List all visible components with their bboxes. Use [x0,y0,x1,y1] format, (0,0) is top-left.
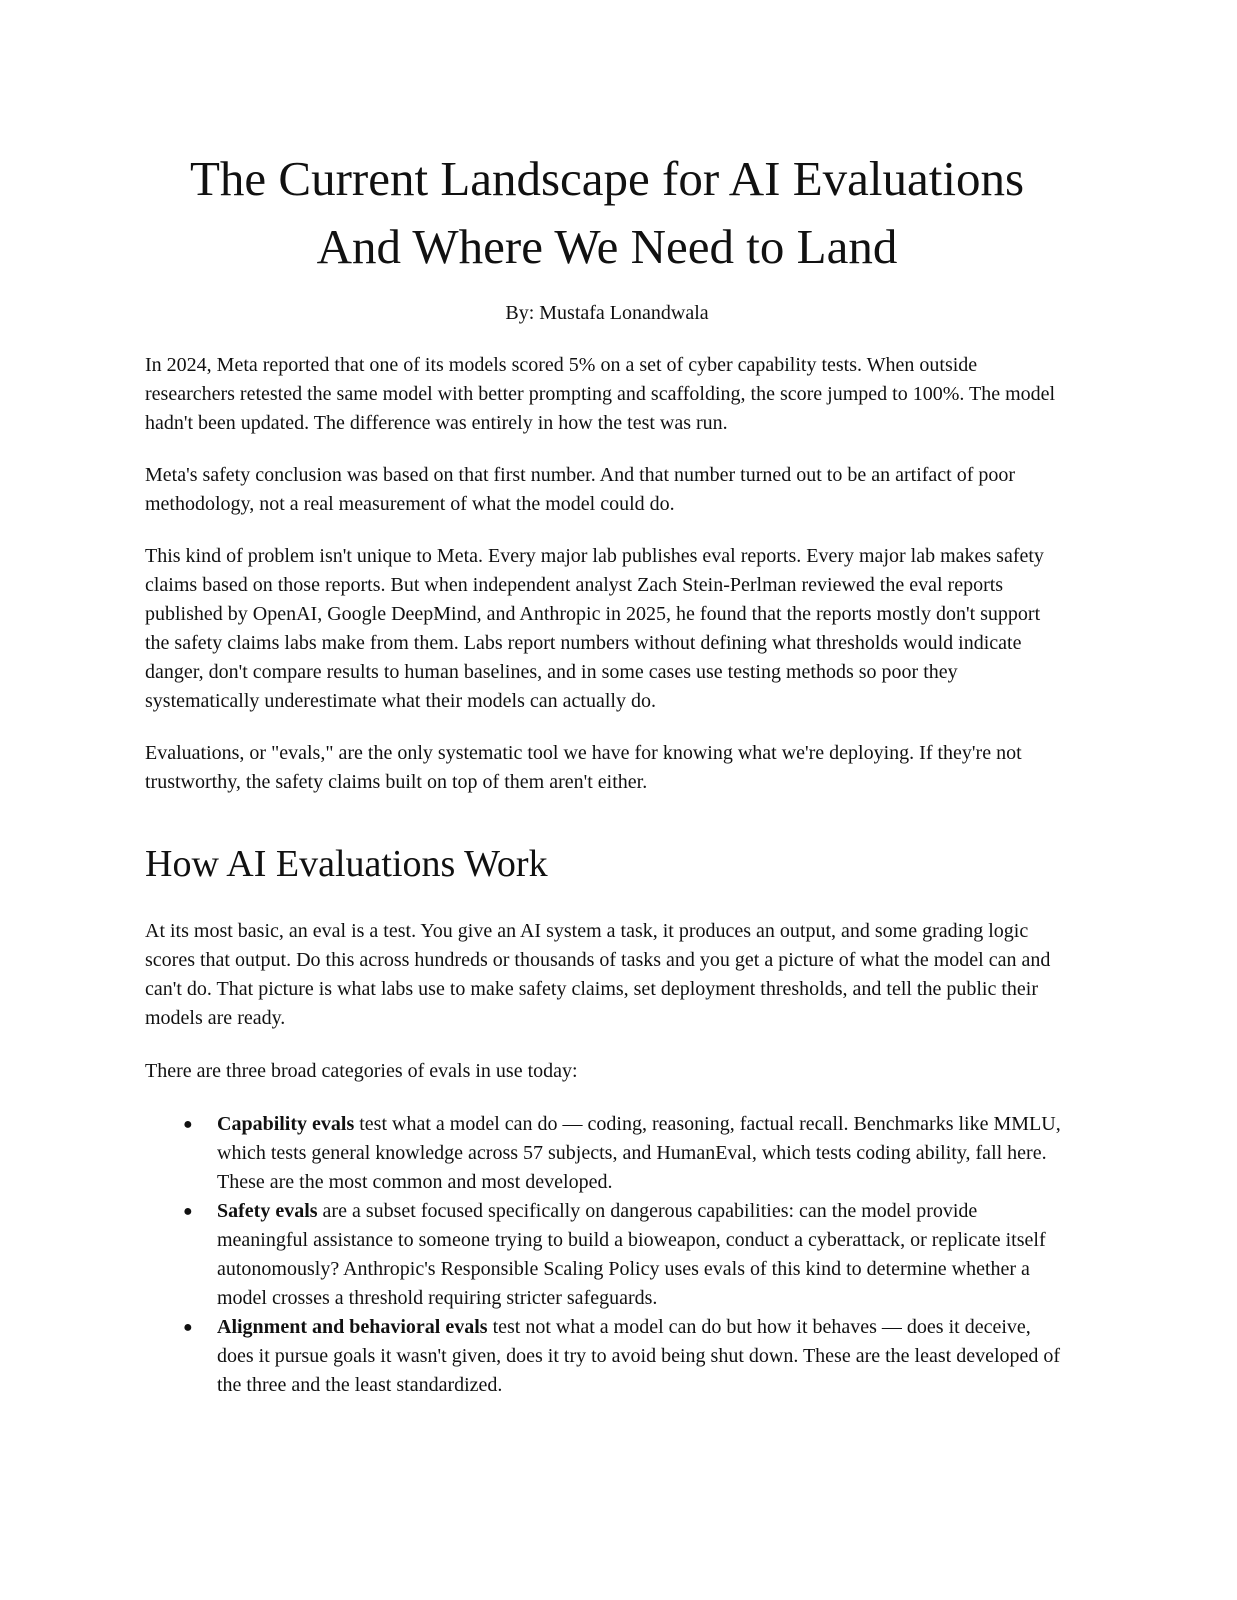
list-item-alignment-evals [145,1313,1069,1400]
intro-paragraph-2: Meta's safety conclusion was based on that first number. And that number turned out to be an artifact of poor methodology, not a real measurement of what the model could do. [145,464,1016,515]
bullet-term: Safety evals [217,1200,318,1222]
title-line-2: And Where We Need to Land [316,219,898,274]
author-byline: By: Mustafa Lonandwala [505,302,709,324]
list-item-capability-evals [145,1110,1069,1197]
section-paragraph-2: There are three broad categories of evals in use today: [145,1060,578,1082]
document-title [145,145,1069,281]
bullet-icon: ● [183,1116,193,1133]
bullet-text: test not what a model can do but how it behaves — does it deceive, does it pursue goals it wasn't given, does it try to avoid being shut down. These are the least developed of the three and the least standardized. [217,1316,1061,1396]
title-line-1: The Current Landscape for AI Evaluations [189,151,1025,206]
section-heading: How AI Evaluations Work [145,843,548,885]
intro-paragraph-4: Evaluations, or "evals," are the only systematic tool we have for knowing what we're deploying. If they're not trustworthy, the safety claims built on top of them aren't either. [145,742,1022,793]
bullet-icon: ● [183,1203,193,1220]
bullet-term: Alignment and behavioral evals [217,1316,488,1338]
bullet-text: are a subset focused specifically on dangerous capabilities: can the model provide meaningful assistance to someone trying to build a bioweapon, conduct a cyberattack, or replicate itself autonomously? Anthropic's Responsible Scaling Policy uses evals of this kind to determine whether a model crosses a threshold requiring stricter safeguards. [217,1200,1046,1309]
bullet-icon: ● [183,1319,193,1336]
eval-category-list [145,1110,1069,1400]
bullet-term: Capability evals [217,1113,355,1135]
section-paragraph-1: At its most basic, an eval is a test. You give an AI system a task, it produces an output, and some grading logic scores that output. Do this across hundreds or thousands of tasks and you get a picture of what the model can and can't do. That picture is what labs use to make safety claims, set deployment thresholds, and tell the public their models are ready. [145,920,1051,1029]
bullet-text: test what a model can do — coding, reasoning, factual recall. Benchmarks like MMLU, which tests general knowledge across 57 subjects, and HumanEval, which tests coding ability, fall here. These are the most common and most developed. [217,1113,1061,1193]
list-item-safety-evals [145,1197,1069,1313]
intro-paragraph-3: This kind of problem isn't unique to Meta. Every major lab publishes eval reports. Every major lab makes safety claims based on those reports. But when independent analyst Zach Stein-Perlman reviewed the eval reports published by OpenAI, Google DeepMind, and Anthropic in 2025, he found that the reports mostly don't support the safety claims labs make from them. Labs report numbers without defining what thresholds would indicate danger, don't compare results to human baselines, and in some cases use testing methods so poor they systematically underestimate what their models can actually do. [145,545,1044,712]
intro-paragraph-1: In 2024, Meta reported that one of its models scored 5% on a set of cyber capability tests. When outside researchers retested the same model with better prompting and scaffolding, the score jumped to 100%. The model hadn't been updated. The difference was entirely in how the test was run. [145,354,1056,434]
